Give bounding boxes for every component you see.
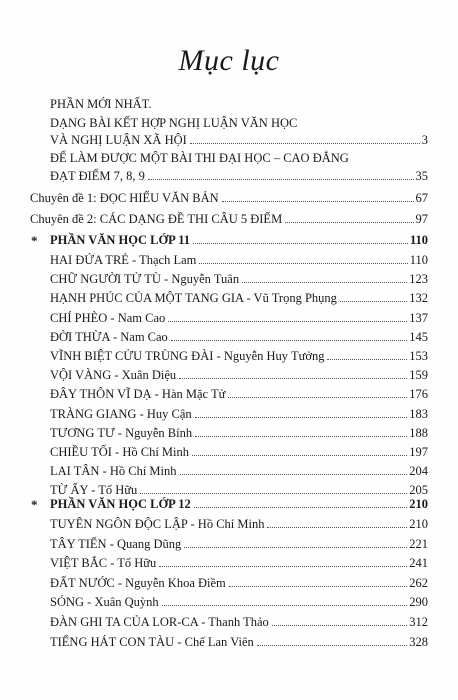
intro-line-1: PHẦN MỚI NHẤT. <box>50 97 152 111</box>
dot-leader <box>162 605 408 606</box>
page-number: 210 <box>409 497 428 511</box>
page-number: 328 <box>409 634 428 649</box>
dot-leader <box>195 436 407 437</box>
dot-leader <box>267 527 407 528</box>
toc-entry[interactable] <box>50 329 428 345</box>
entry-text <box>50 614 269 630</box>
entry-text <box>50 367 176 383</box>
dot-leader <box>222 201 414 202</box>
toc-entry-intro[interactable] <box>50 132 428 148</box>
page-number: 176 <box>409 387 428 402</box>
work-title: SÓNG <box>50 595 85 610</box>
author-name: - Thanh Thảo <box>198 615 269 629</box>
entry-text <box>50 386 225 402</box>
page-number: 153 <box>409 349 428 363</box>
bullet-star: * <box>31 233 38 248</box>
page-number: 290 <box>409 595 428 610</box>
entry-text <box>50 463 177 479</box>
dot-leader <box>194 507 408 508</box>
entry-text <box>50 555 156 571</box>
toc-entry[interactable] <box>50 516 428 532</box>
intro-line-5: ĐẠT ĐIỂM 7, 8, 9 <box>50 169 145 183</box>
page-number: 67 <box>415 191 428 205</box>
toc-entry[interactable] <box>50 406 428 422</box>
page-number: 145 <box>409 329 428 344</box>
dot-leader <box>340 301 407 302</box>
intro-line-3: VÀ NGHỊ LUẬN XÃ HỘI <box>50 133 187 147</box>
work-title: TƯƠNG TƯ <box>50 425 115 440</box>
entry-text <box>50 406 192 422</box>
toc-entry[interactable] <box>50 463 428 479</box>
author-name: - Hồ Chí Minh <box>99 464 177 479</box>
entry-text <box>50 310 165 326</box>
toc-entry[interactable] <box>50 555 428 571</box>
work-title: VĨNH BIỆT CỬU TRÙNG ĐÀI <box>50 349 214 363</box>
topic-title: Chuyên đề 2: CÁC DẠNG ĐỀ THI CÂU 5 ĐIỂM <box>30 212 283 226</box>
dot-leader <box>159 566 407 567</box>
page-number: 3 <box>421 133 428 147</box>
dot-leader <box>179 378 407 379</box>
toc-entry[interactable] <box>50 252 428 268</box>
dot-leader <box>192 455 407 456</box>
dot-leader <box>242 282 407 283</box>
author-name: - Thạch Lam <box>128 253 197 267</box>
dot-leader <box>195 417 408 418</box>
toc-entry[interactable] <box>50 367 428 383</box>
page-number: 97 <box>415 212 428 226</box>
dot-leader <box>199 263 407 264</box>
work-title: HAI ĐỨA TRẺ <box>50 253 129 267</box>
work-title: ĐẤT NƯỚC <box>50 575 115 590</box>
author-name: - Quang Dũng <box>106 536 182 551</box>
page-number: 159 <box>409 368 428 383</box>
page-number: 241 <box>409 556 428 571</box>
work-title: TIẾNG HÁT CON TÀU <box>50 634 175 649</box>
toc-entry[interactable] <box>50 386 428 402</box>
toc-entry[interactable] <box>50 634 428 650</box>
author-name: - Vũ Trọng Phụng <box>243 291 337 306</box>
entry-text <box>50 516 264 532</box>
work-title: ĐÀN GHI TA CỦA LOR-CA <box>50 615 199 629</box>
intro-line-2: DẠNG BÀI KẾT HỢP NGHỊ LUẬN VĂN HỌC <box>50 116 298 130</box>
entry-text <box>50 634 254 650</box>
entry-text <box>50 252 196 268</box>
work-title: TUYÊN NGÔN ĐỘC LẬP <box>50 517 188 531</box>
entry-text <box>50 444 189 460</box>
dot-leader <box>148 179 414 180</box>
author-name: - Tố Hữu <box>88 483 138 498</box>
entry-text <box>50 271 239 287</box>
work-title: CHÍ PHÈO <box>50 310 108 325</box>
toc-entry-exam[interactable] <box>50 168 428 184</box>
entry-text <box>50 348 324 364</box>
work-title: VIỆT BẮC <box>50 556 108 571</box>
toc-entry[interactable] <box>50 444 428 460</box>
toc-entry[interactable] <box>50 575 428 591</box>
page-number: 183 <box>409 406 428 421</box>
toc-entry[interactable] <box>50 594 428 610</box>
page-number: 204 <box>409 464 428 479</box>
page-number: 262 <box>409 575 428 590</box>
page-number: 221 <box>409 536 428 551</box>
author-name: - Hồ Chí Minh <box>111 445 190 459</box>
bullet-star: * <box>31 497 38 512</box>
entry-text <box>50 290 337 306</box>
page-number: 123 <box>409 272 428 287</box>
dot-leader <box>140 493 407 494</box>
dot-leader <box>228 397 407 398</box>
toc-entry[interactable] <box>50 290 428 306</box>
work-title: LAI TÂN <box>50 464 100 479</box>
dot-leader <box>184 547 407 548</box>
work-title: TỪ ẤY <box>50 483 89 498</box>
dot-leader <box>257 645 408 646</box>
work-title: ĐÂY THÔN VĨ DẠ <box>50 387 152 402</box>
page-number: 35 <box>415 169 428 183</box>
author-name: - Hồ Chí Minh <box>187 517 265 531</box>
dot-leader <box>168 321 407 322</box>
dot-leader <box>193 243 408 244</box>
dot-leader <box>171 340 407 341</box>
author-name: - Nguyễn Huy Tưởng <box>213 349 325 363</box>
toc-entry-topic-1[interactable] <box>30 190 428 206</box>
section-title: PHẦN VĂN HỌC LỚP 11 <box>50 233 191 247</box>
author-name: - Nguyễn Tuân <box>160 272 240 287</box>
work-title: CHIỀU TỐI <box>50 445 112 459</box>
author-name: - Chế Lan Viên <box>174 634 254 649</box>
author-name: - Tố Hữu <box>107 556 157 571</box>
topic-title: Chuyên đề 1: ĐỌC HIỂU VĂN BẢN <box>30 191 219 205</box>
toc-entry[interactable] <box>50 614 428 630</box>
work-title: VỘI VÀNG <box>50 368 112 383</box>
author-name: - Xuân Quỳnh <box>84 595 159 610</box>
intro-line-4: ĐỂ LÀM ĐƯỢC MỘT BÀI THI ĐẠI HỌC – CAO ĐẲNG <box>50 151 349 165</box>
section-title: PHẦN VĂN HỌC LỚP 12 <box>50 497 191 511</box>
dot-leader <box>327 359 407 360</box>
dot-leader <box>190 143 420 144</box>
page-number: 110 <box>409 233 428 247</box>
dot-leader <box>229 586 407 587</box>
work-title: HẠNH PHÚC CỦA MỘT TANG GIA <box>50 291 244 306</box>
work-title: TÂY TIẾN <box>50 536 107 551</box>
page-number: 188 <box>409 425 428 440</box>
page-number: 137 <box>409 310 428 325</box>
toc-section-12[interactable] <box>50 496 428 512</box>
toc-section-11[interactable] <box>50 232 428 248</box>
work-title: CHỮ NGƯỜI TỬ TÙ <box>50 272 161 287</box>
entry-text <box>50 594 159 610</box>
toc-entry-topic-2[interactable] <box>30 211 428 227</box>
work-title: TRÀNG GIANG <box>50 406 137 421</box>
author-name: - Nam Cao <box>107 310 166 325</box>
author-name: - Hàn Mặc Tử <box>151 387 226 402</box>
page-number: 132 <box>409 291 428 306</box>
page-number: 205 <box>409 483 428 498</box>
page-number: 110 <box>409 253 428 267</box>
author-name: - Nam Cao <box>109 329 168 344</box>
entry-text <box>50 536 181 552</box>
toc-entry[interactable] <box>50 425 428 441</box>
toc-entry[interactable] <box>50 348 428 364</box>
dot-leader <box>285 222 413 223</box>
author-name: - Huy Cận <box>136 406 192 421</box>
dot-leader <box>272 625 407 626</box>
entry-text <box>50 575 226 591</box>
work-title: ĐỜI THỪA <box>50 329 110 344</box>
toc-entry[interactable] <box>50 271 428 287</box>
author-name: - Xuân Diệu <box>111 368 177 383</box>
page-number: 197 <box>409 445 428 459</box>
page-number: 210 <box>409 517 428 531</box>
page-title: Mục lục <box>178 44 280 77</box>
entry-text <box>50 425 192 441</box>
author-name: - Nguyễn Khoa Điềm <box>114 575 226 590</box>
toc-entry[interactable] <box>50 536 428 552</box>
dot-leader <box>180 474 408 475</box>
author-name: - Nguyễn Bính <box>114 425 193 440</box>
toc-entry[interactable] <box>50 310 428 326</box>
page-number: 312 <box>409 615 428 629</box>
entry-text <box>50 329 168 345</box>
